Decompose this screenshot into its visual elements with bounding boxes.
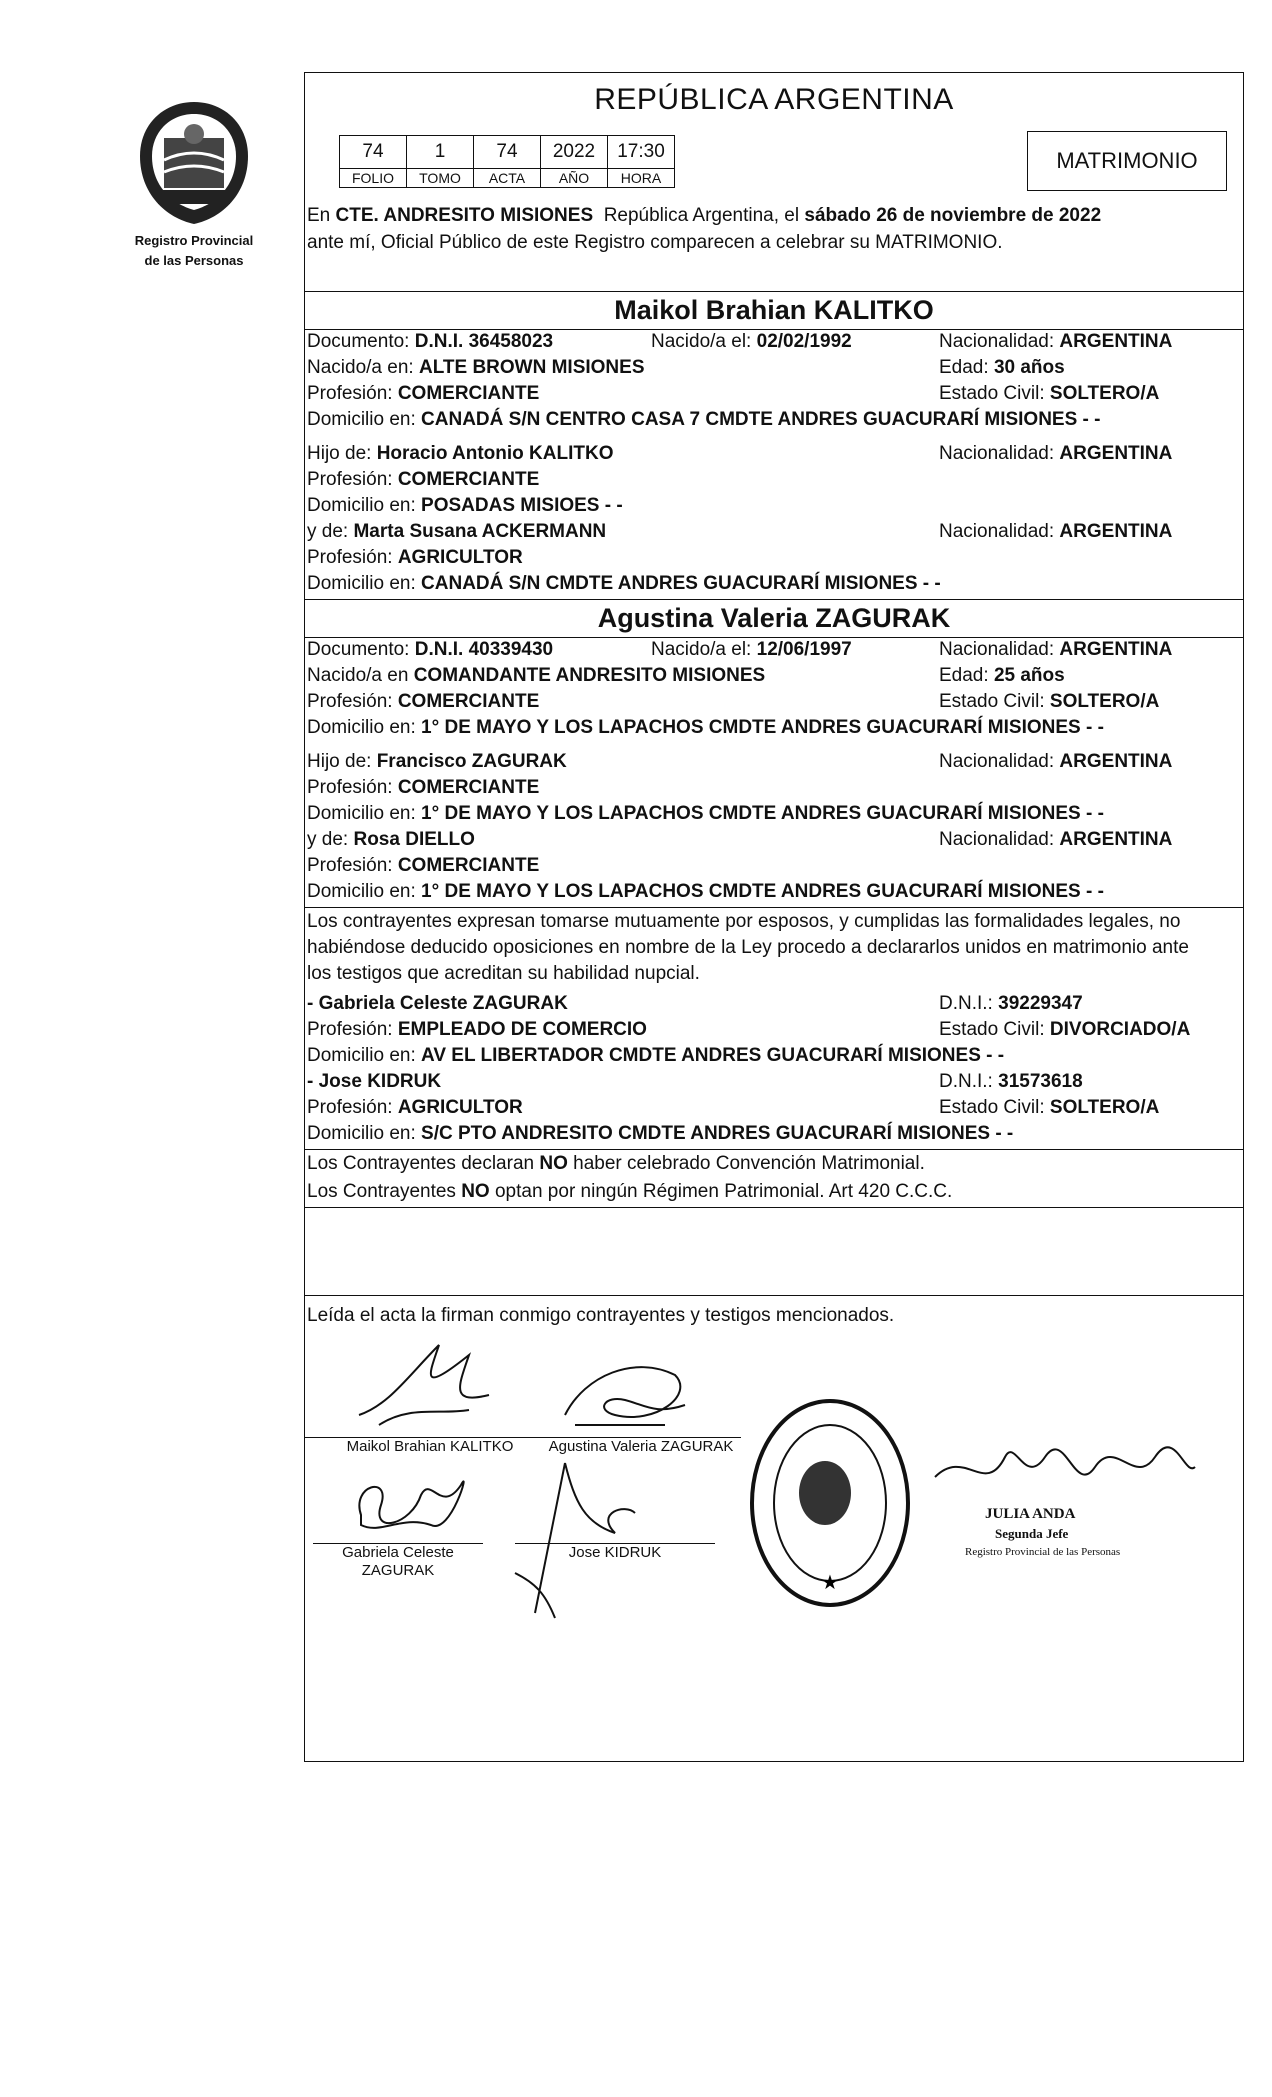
witness1-name: - Gabriela Celeste ZAGURAK: [307, 993, 568, 1014]
hora-label: HORA: [608, 169, 675, 188]
intro-date: sábado 26 de noviembre de 2022: [804, 205, 1102, 226]
tomo-label: TOMO: [407, 169, 474, 188]
misiones-seal-icon: [134, 98, 254, 228]
spouse2-nationality: Nacionalidad: ARGENTINA: [939, 639, 1173, 660]
spouse1-doc: Documento: D.N.I. 36458023: [307, 331, 554, 352]
regime-note: Los Contrayentes NO optan por ningún Régimen Patrimonial. Art 420 C.C.C.: [307, 1181, 953, 1202]
spouse2-mother-dom: Domicilio en: 1° DE MAYO Y LOS LAPACHOS CMDTE ANDRES GUACURARÍ MISIONES - -: [307, 881, 1104, 902]
divider: [305, 599, 1243, 600]
spouse1-mother: y de: Marta Susana ACKERMANN: [307, 521, 607, 542]
witness1-address: Domicilio en: AV EL LIBERTADOR CMDTE ANDRES GUACURARÍ MISIONES - -: [307, 1045, 1005, 1066]
signature-kidruk: [495, 1453, 655, 1623]
sig-caption-kidruk: Jose KIDRUK: [515, 1543, 715, 1562]
spouse1-father-dom: Domicilio en: POSADAS MISIOES - -: [307, 495, 623, 516]
spouse1-mother-dom: Domicilio en: CANADÁ S/N CMDTE ANDRES GUACURARÍ MISIONES - -: [307, 573, 941, 594]
divider: [305, 1295, 1243, 1296]
witness2-name: - Jose KIDRUK: [307, 1071, 442, 1092]
divider: [305, 1207, 1243, 1208]
witness1-profession: Profesión: EMPLEADO DE COMERCIO: [307, 1019, 647, 1040]
spouse2-doc: Documento: D.N.I. 40339430: [307, 639, 554, 660]
sig-caption-zagurak: Agustina Valeria ZAGURAK: [541, 1437, 741, 1456]
spouse1-address: Domicilio en: CANADÁ S/N CENTRO CASA 7 CMDTE ANDRES GUACURARÍ MISIONES - -: [307, 409, 1101, 430]
spouse1-age: Edad: 30 años: [939, 357, 1065, 378]
witness1-civil: Estado Civil: DIVORCIADO/A: [939, 1019, 1191, 1040]
witness1-dni: D.N.I.: 39229347: [939, 993, 1083, 1014]
declaration-line-2: habiéndose deducido oposiciones en nombre de la Ley procedo a declararlos unidos en matrimonio ante: [307, 937, 1189, 958]
spouse2-father-nat: Nacionalidad: ARGENTINA: [939, 751, 1173, 772]
spouse2-mother-prof: Profesión: COMERCIANTE: [307, 855, 540, 876]
logo-caption-2: de las Personas: [144, 253, 244, 268]
sig-caption-gabriela: Gabriela Celeste ZAGURAK: [313, 1543, 483, 1580]
divider: [305, 291, 1243, 292]
witness2-address: Domicilio en: S/C PTO ANDRESITO CMDTE ANDRES GUACURARÍ MISIONES - -: [307, 1123, 1014, 1144]
spouse2-profession: Profesión: COMERCIANTE: [307, 691, 540, 712]
folio-label: FOLIO: [340, 169, 407, 188]
spouse1-father: Hijo de: Horacio Antonio KALITKO: [307, 443, 614, 464]
page-title: REPÚBLICA ARGENTINA: [594, 83, 954, 116]
spouse1-profession: Profesión: COMERCIANTE: [307, 383, 540, 404]
registry-logo: [128, 98, 260, 268]
spouse1-mother-nat: Nacionalidad: ARGENTINA: [939, 521, 1173, 542]
folio-value: 74: [340, 136, 407, 169]
officer-role: Segunda Jefe: [995, 1526, 1069, 1541]
witness2-profession: Profesión: AGRICULTOR: [307, 1097, 523, 1118]
spouse2-mother: y de: Rosa DIELLO: [307, 829, 475, 850]
svg-text:★: ★: [821, 1570, 839, 1594]
acta-value: 74: [474, 136, 541, 169]
hora-value: 17:30: [608, 136, 675, 169]
declaration-line-1: Los contrayentes expresan tomarse mutuamente por esposos, y cumplidas las formalidades legales, no: [307, 911, 1181, 932]
sig-caption-kalitko: Maikol Brahian KALITKO: [305, 1437, 555, 1456]
spouse1-name: Maikol Brahian KALITKO: [614, 295, 934, 325]
officer-sub: Registro Provincial de las Personas: [965, 1546, 1121, 1558]
spouse2-father-dom: Domicilio en: 1° DE MAYO Y LOS LAPACHOS CMDTE ANDRES GUACURARÍ MISIONES - -: [307, 803, 1104, 824]
divider: [305, 907, 1243, 908]
spouse2-civil-status: Estado Civil: SOLTERO/A: [939, 691, 1160, 712]
signature-gabriela: [341, 1455, 491, 1545]
intro-line-2: ante mí, Oficial Público de este Registro comparecen a celebrar su MATRIMONIO.: [307, 232, 1003, 253]
registry-stamp-icon: [745, 1393, 915, 1613]
spouse1-birthplace: Nacido/a en: ALTE BROWN MISIONES: [307, 357, 645, 378]
spouse2-name: Agustina Valeria ZAGURAK: [597, 603, 951, 633]
anio-label: AÑO: [541, 169, 608, 188]
spouse2-birthdate: Nacido/a el: 12/06/1997: [651, 639, 852, 660]
spouse2-father: Hijo de: Francisco ZAGURAK: [307, 751, 567, 772]
convention-note: Los Contrayentes declaran NO haber celebrado Convención Matrimonial.: [307, 1153, 925, 1174]
witness2-dni: D.N.I.: 31573618: [939, 1071, 1083, 1092]
spouse2-age: Edad: 25 años: [939, 665, 1065, 686]
intro-location: CTE. ANDRESITO MISIONES: [335, 205, 594, 226]
spouse1-father-prof: Profesión: COMERCIANTE: [307, 469, 540, 490]
signature-zagurak: [555, 1355, 695, 1435]
spouse1-birthdate: Nacido/a el: 02/02/1992: [651, 331, 852, 352]
act-type-box: MATRIMONIO: [1027, 131, 1227, 191]
witness2-civil: Estado Civil: SOLTERO/A: [939, 1097, 1160, 1118]
certificate-frame: [304, 72, 1244, 1762]
tomo-value: 1: [407, 136, 474, 169]
closing-text: Leída el acta la firman conmigo contrayentes y testigos mencionados.: [307, 1305, 895, 1326]
spouse2-birthplace: Nacido/a en COMANDANTE ANDRESITO MISIONES: [307, 665, 766, 686]
declaration-line-3: los testigos que acreditan su habilidad nupcial.: [307, 963, 700, 984]
registry-table: [339, 135, 675, 188]
spouse1-civil-status: Estado Civil: SOLTERO/A: [939, 383, 1160, 404]
spouse2-address: Domicilio en: 1° DE MAYO Y LOS LAPACHOS CMDTE ANDRES GUACURARÍ MISIONES - -: [307, 717, 1104, 738]
officer-name: JULIA ANDA: [985, 1506, 1076, 1522]
spouse2-mother-nat: Nacionalidad: ARGENTINA: [939, 829, 1173, 850]
spouse1-nationality: Nacionalidad: ARGENTINA: [939, 331, 1173, 352]
spouse1-father-nat: Nacionalidad: ARGENTINA: [939, 443, 1173, 464]
divider: [305, 1149, 1243, 1150]
spouse2-father-prof: Profesión: COMERCIANTE: [307, 777, 540, 798]
acta-label: ACTA: [474, 169, 541, 188]
spouse1-mother-prof: Profesión: AGRICULTOR: [307, 547, 523, 568]
logo-caption-1: Registro Provincial: [134, 233, 254, 248]
signature-kalitko: [349, 1335, 499, 1435]
intro-line-1: En CTE. ANDRESITO MISIONES República Argentina, el sábado 26 de noviembre de 2022: [307, 205, 1102, 226]
anio-value: 2022: [541, 136, 608, 169]
